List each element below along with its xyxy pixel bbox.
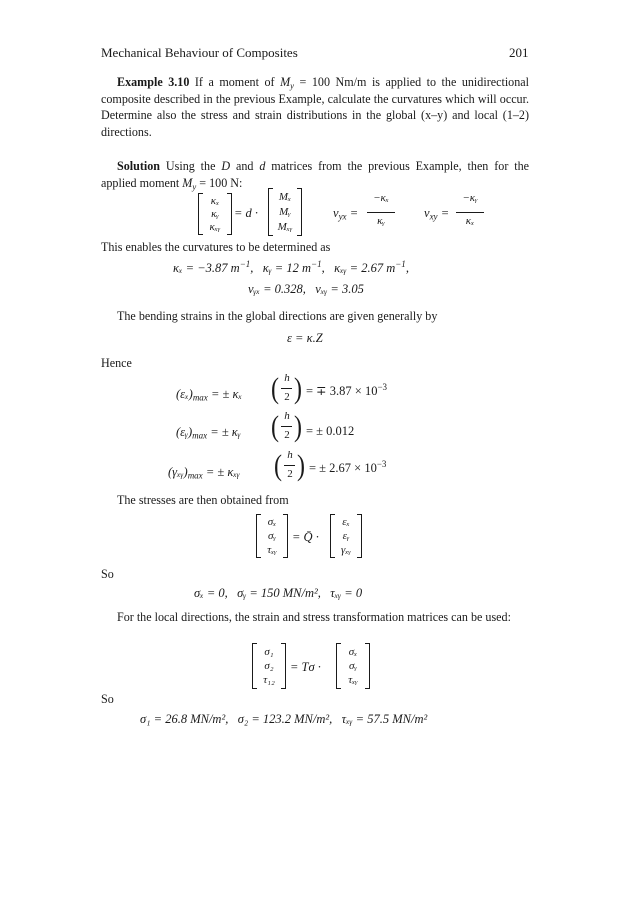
global-stress-vector: σₓ σᵧ τₓᵧ — [336, 643, 370, 689]
bending-text: The bending strains in the global directions are given generally by — [117, 309, 438, 323]
nu-yx-label: $\nu_{yx}$ = — [333, 206, 359, 222]
hence-label: Hence — [101, 356, 132, 370]
running-title: Mechanical Behaviour of Composites — [101, 45, 298, 60]
curvature-values: κₓ = −3.87 $m^{-1}$, κᵧ = 12 $m^{-1}$, κₓᵧ = 2.67 $m^{-1}$, — [173, 259, 409, 275]
strain-row-y: $(\varepsilon ᵧ)_{max}$ = ± κᵧ — [176, 425, 241, 441]
moment-vector: Mₓ Mᵧ Mₓᵧ — [268, 188, 302, 236]
page-number: 201 — [509, 45, 529, 60]
example-label: Example 3.10 — [117, 75, 190, 89]
local-directions-text: For the local directions, the strain and stress transformation matrices can be used: — [117, 610, 511, 624]
stresses-text: The stresses are then obtained from — [117, 493, 289, 507]
local-stress-vector: σ₁ σ₂ τ₁₂ — [252, 643, 286, 689]
poisson-values: νᵧₓ = 0.328, νₓᵧ = 3.05 — [248, 282, 364, 296]
so-label-2: So — [101, 692, 114, 706]
example-paragraph: Example 3.10 If a moment of $M_y = 100$ Nm/m is applied to the unidirectional composite described in the previous Example, calculate the curvatures which will occur. Determine also the stress and strain distributions in the global (x–y) and local (1–2) directions. — [101, 75, 529, 140]
stress-result: σₓ = 0, σᵧ = 150 MN/m², τₓᵧ = 0 — [194, 586, 363, 600]
strain-equation: ε = κ.Z — [287, 331, 323, 345]
nu-xy-label: $\nu_{xy}$ = — [424, 206, 450, 222]
so-label-1: So — [101, 567, 114, 581]
solution-paragraph: Solution Using the D and d matrices from the previous Example, then for the applied moment $M_y = 100$ N: — [101, 159, 529, 192]
strain-row-xy: $(\gamma_xᵧ)_{max}$ = ± κₓᵧ — [168, 465, 240, 481]
strain-row-x: $(\varepsilon_x)_{max}$ = ± κₓ — [176, 387, 243, 403]
stress-vector: σₓ σᵧ τₓᵧ — [256, 514, 288, 558]
enables-text: This enables the curvatures to be determined as — [101, 240, 331, 254]
final-result: σ₁ = 26.8 MN/m², σ₂ = 123.2 MN/m², τₓᵧ = 57.5 MN/m² — [140, 712, 428, 726]
strain-vector: εₓ εᵧ γₓᵧ — [330, 514, 362, 558]
kappa-vector: κₓ κᵧ κₓᵧ — [198, 193, 232, 235]
solution-label: Solution — [117, 159, 161, 173]
